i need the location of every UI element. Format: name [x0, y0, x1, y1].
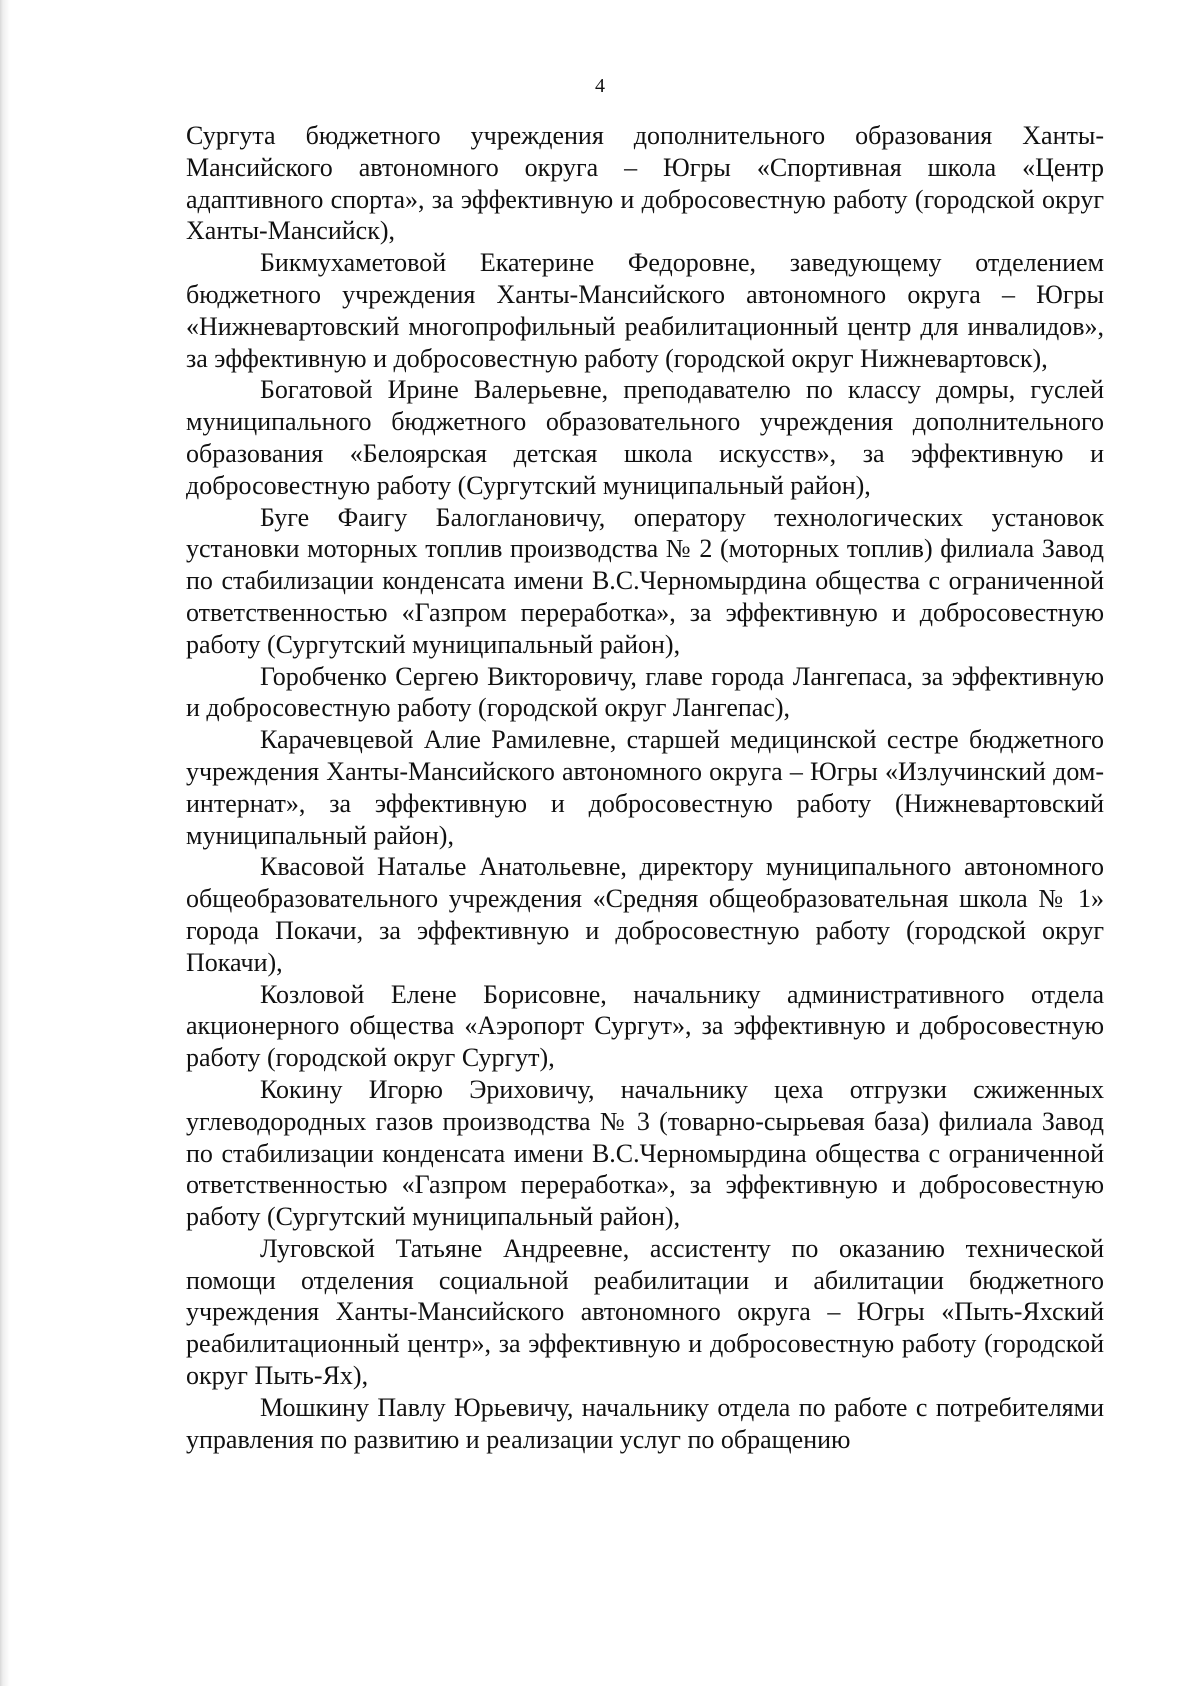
- paragraph-buge: Буге Фаигу Балоглановичу, оператору технологических установок установки моторных топлив производства № 2 (моторных топлив) филиала Завод по стабилизации конденсата имени В.С.Черномырдина общества с ограниченной ответственностью «Газпром переработка», за эффективную и добросовестную работу (Сургутский муниципальный район),: [186, 502, 1104, 659]
- page-number: 4: [595, 75, 605, 97]
- paragraph-bikmukhametova: Бикмухаметовой Екатерине Федоровне, заведующему отделением бюджетного учреждения Ханты-Мансийского автономного округа – Югры «Нижневартовский многопрофильный реабилитационный центр для инвалидов», за эффективную и добросовестную работу (городской округ Нижневартовск),: [186, 248, 1104, 373]
- paragraph-kozlova: Козловой Елене Борисовне, начальнику административного отдела акционерного общества «Аэропорт Сургут», за эффективную и добросовестную работу (городской округ Сургут),: [186, 979, 1104, 1073]
- paragraph-continuation-sport-school: Сургута бюджетного учреждения дополнительного образования Ханты-Мансийского автономного округа – Югры «Спортивная школа «Центр адаптивного спорта», за эффективную и добросовестную работу (городской округ Ханты-Мансийск),: [186, 121, 1104, 246]
- paragraph-kvasova: Квасовой Наталье Анатольевне, директору муниципального автономного общеобразовательного учреждения «Средняя общеобразовательная школа № 1» города Покачи, за эффективную и добросовестную работу (городской округ Покачи),: [186, 852, 1104, 977]
- paragraph-bogatova: Богатовой Ирине Валерьевне, преподавателю по классу домры, гуслей муниципального бюджетного образовательного учреждения дополнительного образования «Белоярская детская школа искусств», за эффективную и добросовестную работу (Сургутский муниципальный район),: [186, 375, 1104, 500]
- paragraph-kokin: Кокину Игорю Эриховичу, начальнику цеха отгрузки сжиженных углеводородных газов производства № 3 (товарно-сырьевая база) филиала Завод по стабилизации конденсата имени В.С.Черномырдина общества с ограниченной ответственностью «Газпром переработка», за эффективную и добросовестную работу (Сургутский муниципальный район),: [186, 1074, 1104, 1232]
- paragraph-gorobchenko: Горобченко Сергею Викторовичу, главе города Лангепаса, за эффективную и добросовестную работу (городской округ Лангепас),: [186, 661, 1104, 723]
- paragraph-karachevtseva: Карачевцевой Алие Рамилевне, старшей медицинской сестре бюджетного учреждения Ханты-Мансийского автономного округа – Югры «Излучинский дом-интернат», за эффективную и добросовестную работу (Нижневартовский муниципальный район),: [186, 725, 1104, 850]
- paragraph-moshkin: Мошкину Павлу Юрьевичу, начальнику отдела по работе с потребителями управления по развитию и реализации услуг по обращению: [186, 1392, 1104, 1454]
- paragraph-lugovskaya: Луговской Татьяне Андреевне, ассистенту по оказанию технической помощи отделения социальной реабилитации и абилитации бюджетного учреждения Ханты-Мансийского автономного округа – Югры «Пыть-Яхский реабилитационный центр», за эффективную и добросовестную работу (городской округ Пыть-Ях),: [186, 1233, 1104, 1391]
- scan-edge-shadow: [0, 0, 10, 1686]
- document-body: [186, 120, 1104, 1455]
